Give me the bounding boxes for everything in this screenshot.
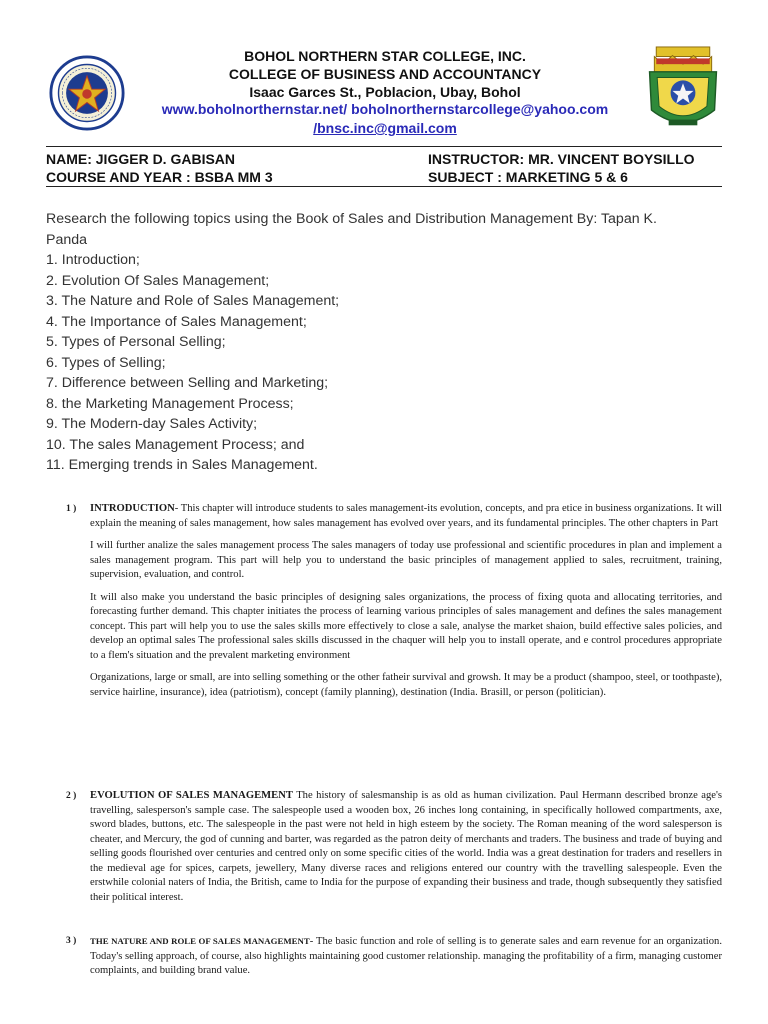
school-address: Isaac Garces St., Poblacion, Ubay, Bohol	[249, 84, 521, 100]
section-evolution	[66, 789, 722, 913]
section-text: - This chapter will introduce students to sales management-its evolution, concepts, and pra etice in business organizations. It will explain the meaning of sales management, how sales management has evolved over years, and its fundamental principles. The other chapters in Part	[90, 503, 722, 529]
instructor-name: INSTRUCTOR: MR. VINCENT BOYSILLO	[428, 151, 695, 167]
section-paragraph: Organizations, large or small, are into selling something or the other fatheir survival and growsh. It may be a product (shampoo, steel, or toothpaste), service hairline, insurance), idea (patriotism), concept (family planning), destination (India. Brasill, or person (politician).	[90, 672, 722, 698]
section-nature-role	[66, 934, 722, 987]
research-intro: Research the following topics using the Book of Sales and Distribution Management By: Tapan K.	[46, 211, 657, 227]
section-heading: THE NATURE AND ROLE OF SALES MANAGEMENT	[90, 936, 310, 946]
section-heading: EVOLUTION OF SALES MANAGEMENT	[90, 790, 293, 801]
business-crest-icon	[640, 42, 726, 136]
topic-item: 9. The Modern-day Sales Activity;	[46, 416, 258, 432]
topic-item: 3. The Nature and Role of Sales Management;	[46, 293, 340, 309]
topic-item: 5. Types of Personal Selling;	[46, 334, 226, 350]
topic-item: 2. Evolution Of Sales Management;	[46, 272, 270, 289]
topic-item: 11. Emerging trends in Sales Management.	[46, 457, 318, 473]
section-number: 2 )	[66, 791, 77, 801]
section-number: 1 )	[66, 504, 77, 514]
section-heading: INTRODUCTION	[90, 503, 175, 514]
info-divider	[46, 186, 722, 187]
section-text: - The basic function and role of selling is to generate sales and earn revenue for an organization. Today's selling approach, of course, also highlights maintaining good customer relationship. managing the profitability of a firm, managing customer complaints, and building brand value.	[90, 936, 722, 976]
section-paragraph: I will further analize the sales management process The sales managers of today use professional and scientific procedures in plan and implement a sales management program. This part will help you to understand the basic principles of management applied to sales, recruitment, training, supervision, evaluation, and control.	[90, 540, 722, 580]
college-department: COLLEGE OF BUSINESS AND ACCOUNTANCY	[228, 66, 542, 82]
topic-item: 4. The Importance of Sales Management;	[46, 313, 307, 330]
section-number: 3 )	[66, 936, 77, 946]
section-text: The history of salesmanship is as old as human civilization. Paul Hermann described bronze age's travelling, salesperson's sample case. The salespeople used a wooden box, 26 inches long containing, in specifically hollowed compartments, axe, sword blades, buttons, etc. The salespeople in the past were not held in high esteem by the society. The Roman meaning of the word salesperson is cheater, and Mercury, the god of cunning and barter, was regarded as the patron deity of merchants and traders. The business and trade of buying and selling goods flourished over centuries and centred only on some specific cities of the world. India was a great destination for traders and resellers in the medieval age for spices, carpets, jewellery, Many diverse races and religions entered our country with the travelling salespeople. Even the erstwhile colonial naters of India, the British, came to India for the purpose of expanding their business and trade, though subsequently they satisfied their political interest.	[90, 790, 722, 903]
topic-item: 6. Types of Selling;	[46, 354, 166, 371]
website-email-link[interactable]: www.boholnorthernstar.net/ boholnorthernstarcollege@yahoo.com	[161, 101, 609, 117]
topic-item: 8. the Marketing Management Process;	[46, 395, 294, 412]
section-introduction	[66, 502, 722, 708]
gmail-link[interactable]: /bnsc.inc@gmail.com	[313, 120, 457, 136]
section-paragraph: It will also make you understand the basic principles of designing sales organizations, the process of fixing quota and allocating territories, and forecasting further demand. This chapter initiates the process of learning various principles of sales management and defines the sales management concept. This part will help you to use the sales skills more effectively to close a sale, analyse the market shaion, build effective sales policies, and develop an optimal sales The professional sales skills discussed in the chaquer will help you to install operate, and e control procedures appropriate to a flem's situation and the prevalent marketing environment	[90, 591, 722, 661]
subject: SUBJECT : MARKETING 5 & 6	[428, 169, 628, 185]
school-seal-icon	[49, 55, 125, 131]
school-name: BOHOL NORTHERN STAR COLLEGE, INC.	[244, 48, 526, 64]
research-instructions	[46, 209, 726, 476]
topic-item: 7. Difference between Selling and Marketing;	[46, 375, 329, 391]
header-divider	[46, 146, 722, 147]
student-name: NAME: JIGGER D. GABISAN	[46, 151, 236, 167]
topic-item: 1. Introduction;	[46, 252, 140, 268]
research-intro-cont: Panda	[46, 231, 88, 248]
topic-item: 10. The sales Management Process; and	[46, 436, 305, 453]
course-and-year: COURSE AND YEAR : BSBA MM 3	[46, 169, 273, 185]
